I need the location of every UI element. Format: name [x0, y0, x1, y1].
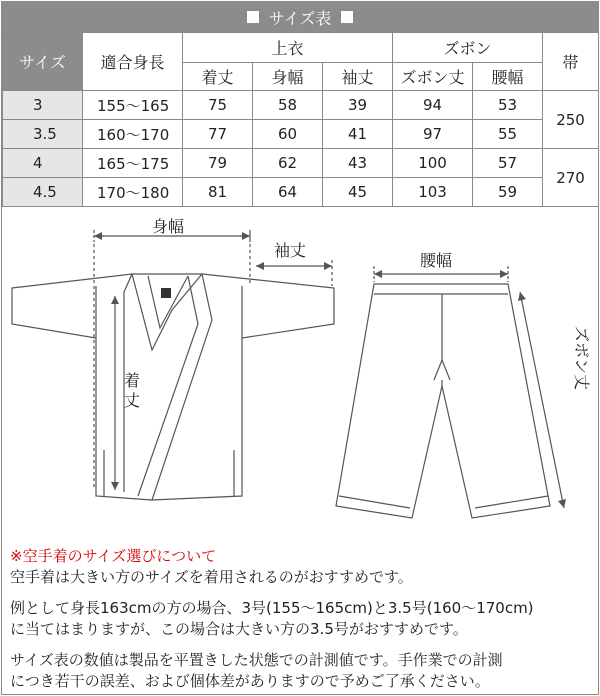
cell-sodetake: 43 — [323, 149, 393, 178]
pants-outline — [336, 284, 550, 518]
header-koshihaba: 腰幅 — [473, 63, 543, 91]
square-icon — [341, 11, 353, 23]
cell-mihaba: 62 — [253, 149, 323, 178]
cell-koshihaba: 55 — [473, 120, 543, 149]
notes-section — [10, 546, 594, 692]
notes-line: 例として身長163cmの方の場合、3号(155〜165cm)と3.5号(160〜170cm) — [10, 599, 534, 617]
cell-mihaba: 60 — [253, 120, 323, 149]
notes-heading: ※空手着のサイズ選びについて — [10, 547, 217, 565]
cell-belt: 250 — [543, 91, 599, 149]
notes-line: 空手着は大きい方のサイズを着用されるのがおすすめです。 — [10, 568, 413, 586]
cell-size: 3 — [3, 91, 83, 120]
header-size: サイズ — [3, 33, 83, 91]
cell-height: 155〜165 — [83, 91, 183, 120]
cell-height: 160〜170 — [83, 120, 183, 149]
cell-zubontake: 94 — [393, 91, 473, 120]
label-kitake-2: 丈 — [124, 391, 141, 410]
label-koshihaba: 腰幅 — [420, 251, 453, 270]
cell-koshihaba: 53 — [473, 91, 543, 120]
title-bar — [2, 2, 598, 32]
cell-height: 170〜180 — [83, 178, 183, 207]
cell-zubontake: 100 — [393, 149, 473, 178]
size-table — [2, 32, 599, 207]
square-icon — [247, 11, 259, 23]
cell-kitake: 79 — [183, 149, 253, 178]
cell-koshihaba: 57 — [473, 149, 543, 178]
header-belt: 帯 — [543, 33, 599, 91]
table-row — [3, 178, 599, 207]
jacket-outline — [12, 274, 334, 500]
notes-line: に当てはまりますが、この場合は大きい方の3.5号がおすすめです。 — [10, 620, 468, 638]
cell-height: 165〜175 — [83, 149, 183, 178]
header-kitake: 着丈 — [183, 63, 253, 91]
cell-sodetake: 41 — [323, 120, 393, 149]
header-zubontake: ズボン丈 — [393, 63, 473, 91]
header-mihaba: 身幅 — [253, 63, 323, 91]
cell-size: 4.5 — [3, 178, 83, 207]
cell-zubontake: 97 — [393, 120, 473, 149]
table-row — [3, 149, 599, 178]
label-tag-icon — [161, 288, 171, 298]
header-pants-group: ズボン — [393, 33, 543, 63]
cell-size: 4 — [3, 149, 83, 178]
notes-line: サイズ表の数値は製品を平置きした状態での計測値です。手作業での計測 — [10, 651, 503, 669]
cell-sodetake: 39 — [323, 91, 393, 120]
label-zubontake: ズボン丈 — [572, 326, 591, 391]
cell-kitake: 81 — [183, 178, 253, 207]
cell-zubontake: 103 — [393, 178, 473, 207]
label-sodetake: 袖丈 — [274, 241, 307, 260]
measurement-diagram — [2, 210, 598, 540]
table-row — [3, 91, 599, 120]
cell-koshihaba: 59 — [473, 178, 543, 207]
cell-kitake: 77 — [183, 120, 253, 149]
cell-belt: 270 — [543, 149, 599, 207]
cell-kitake: 75 — [183, 91, 253, 120]
notes-line: につき若干の誤差、および個体差がありますので予めご了承ください。 — [10, 672, 490, 690]
cell-mihaba: 64 — [253, 178, 323, 207]
cell-size: 3.5 — [3, 120, 83, 149]
garment-illustration — [2, 210, 598, 540]
header-height: 適合身長 — [83, 33, 183, 91]
size-chart-panel — [1, 1, 599, 695]
label-mihaba: 身幅 — [152, 217, 185, 236]
label-kitake-1: 着 — [124, 371, 141, 390]
cell-sodetake: 45 — [323, 178, 393, 207]
header-sodetake: 袖丈 — [323, 63, 393, 91]
cell-mihaba: 58 — [253, 91, 323, 120]
table-row — [3, 120, 599, 149]
header-top-group: 上衣 — [183, 33, 393, 63]
chart-title: サイズ表 — [268, 8, 332, 28]
